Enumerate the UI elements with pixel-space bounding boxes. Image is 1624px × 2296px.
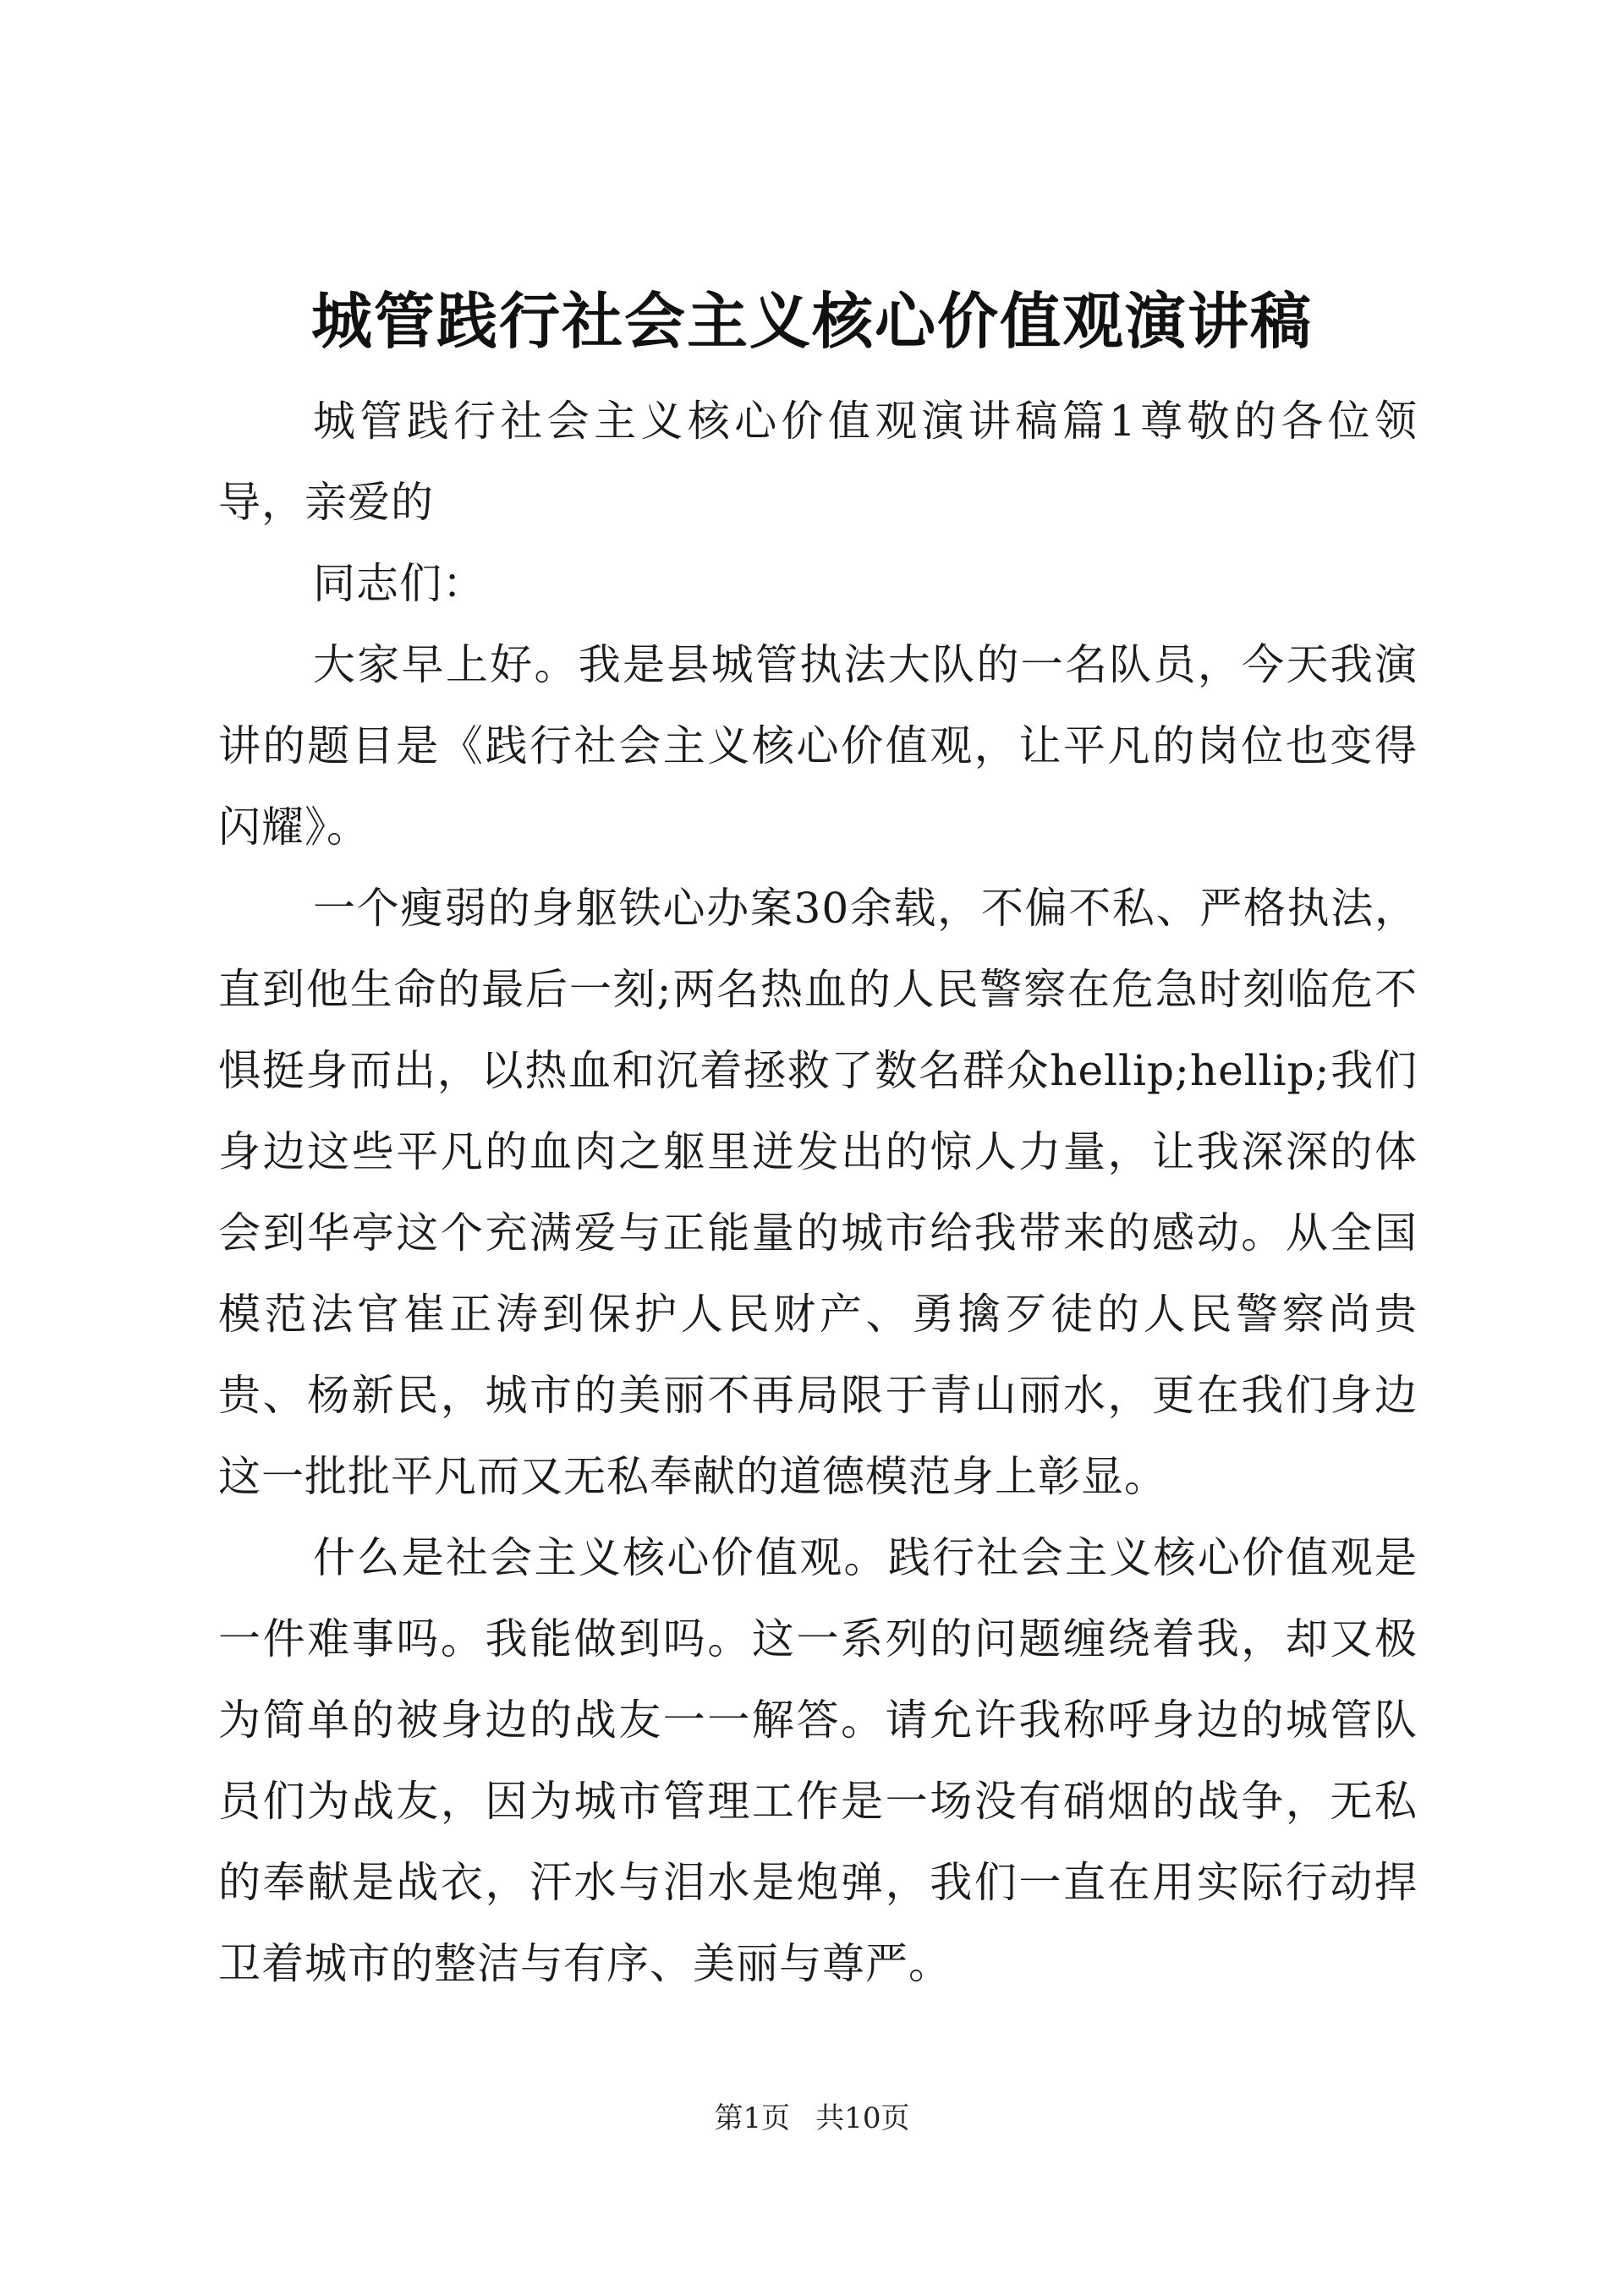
paragraph-2: 同志们： [313, 559, 486, 608]
paragraph-3: 大家早上好。我是县城管执法大队的一名队员，今天我演讲的题目是《践行社会主义核心价值观，让平凡的岗位也变得闪耀》。 [218, 640, 1418, 852]
page-total: 共10页 [815, 2101, 910, 2135]
paragraph-5: 什么是社会主义核心价值观。践行社会主义核心价值观是一件难事吗。我能做到吗。这一系列的问题缠绕着我，却又极为简单的被身边的战友一一解答。请允许我称呼身边的城管队员们为战友，因为城市管理工作是一场没有硝烟的战争，无私的奉献是战衣，汗水与泪水是炮弹，我们一直在用实际行动捍卫着城市的整洁与有序、美丽与尊严。 [218, 1533, 1418, 1988]
page-number: 第1页 [714, 2101, 791, 2135]
paragraph-4: 一个瘦弱的身躯铁心办案30余载，不偏不私、严格执法，直到他生命的最后一刻;两名热血的人民警察在危急时刻临危不惧挺身而出，以热血和沉着拯救了数名群众hellip;hellip;我们身边这些平凡的血肉之躯里迸发出的惊人力量，让我深深的体会到华亭这个充满爱与正能量的城市给我带来的感动。从全国模范法官崔正涛到保护人民财产、勇擒歹徒的人民警察尚贵贵、杨新民，城市的美丽不再局限于青山丽水，更在我们身边这一批批平凡而又无私奉献的道德模范身上彰显。 [218, 884, 1418, 1501]
document-title: 城管践行社会主义核心价值观演讲稿 [310, 285, 1313, 357]
document-body [218, 381, 1418, 2004]
page-footer [0, 2097, 1624, 2140]
paragraph-1: 城管践行社会主义核心价值观演讲稿篇1尊敬的各位领导，亲爱的 [218, 397, 1418, 527]
